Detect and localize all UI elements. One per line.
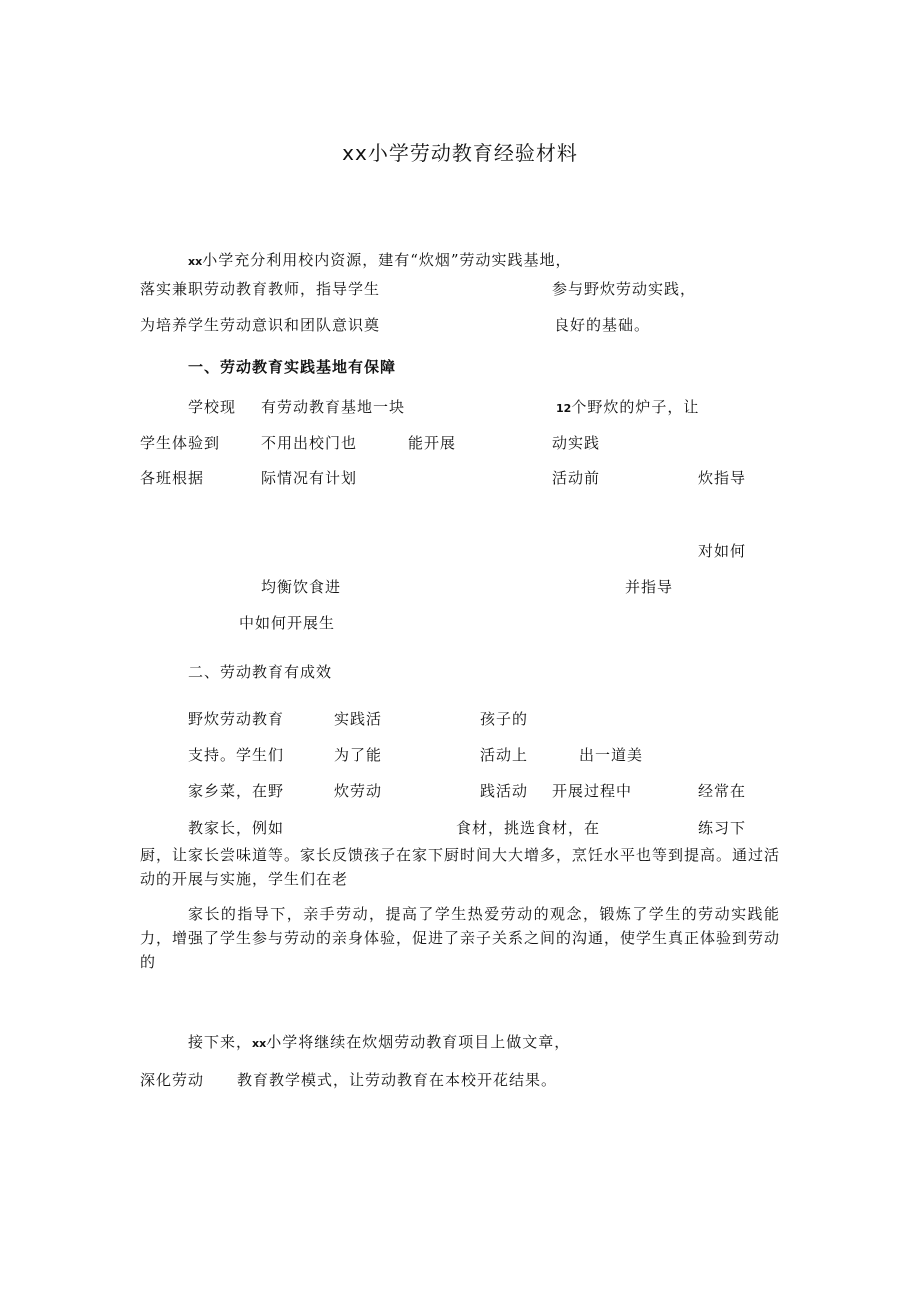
s1-row2-b: 不用出校门也 — [261, 434, 358, 452]
closing-line-1-pre: 接下来， — [188, 1033, 253, 1051]
s1-row1-c-text: 个野炊的炉子，让 — [571, 398, 700, 416]
intro-line-2a: 落实兼职劳动教育教师，指导学生 — [140, 280, 381, 298]
s1-row3-b: 际情况有计划 — [261, 469, 358, 487]
section-2-heading: 二、劳动教育有成效 — [188, 663, 333, 681]
closing-line-2b: 教育教学模式，让劳动教育在本校开花结果。 — [237, 1071, 558, 1089]
s2-row3-a: 家乡菜，在野 — [188, 782, 285, 800]
s2-row2-c: 活动上 — [480, 746, 529, 764]
section-1-heading: 一、劳动教育实践基地有保障 — [188, 358, 397, 376]
s2-paragraph-1: 厨，让家长尝味道等。家长反馈孩子在家下厨时间大大增多，烹饪水平也等到提高。通过活动的开展与实施，学生们在老 — [140, 846, 781, 888]
school-name-placeholder: xx — [188, 255, 203, 268]
s2-row2-b: 为了能 — [334, 746, 383, 764]
s2-row1-a: 野炊劳动教育 — [188, 710, 285, 728]
s1-row4-a: 对如何 — [698, 542, 747, 560]
s2-row4-b: 食材，挑选食材，在 — [456, 819, 601, 837]
s1-row5-a: 均衡饮食进 — [261, 578, 342, 596]
s2-row1-c: 孩子的 — [480, 710, 529, 728]
s1-row1-c — [556, 397, 699, 419]
s2-row3-d: 开展过程中 — [552, 782, 633, 800]
closing-line-1 — [188, 1032, 570, 1054]
closing-school-name-placeholder: xx — [252, 1037, 267, 1050]
s2-paragraph-2: 家长的指导下，亲手劳动，提高了学生热爱劳动的观念，锻炼了学生的劳动实践能力，增强了学生参与劳动的亲身体验，促进了亲子关系之间的沟通，使学生真正体验到劳动的 — [140, 905, 781, 971]
s2-row4-a: 教家长，例如 — [188, 819, 285, 837]
s1-row2-d: 动实践 — [552, 434, 601, 452]
closing-line-2a: 深化劳动 — [140, 1071, 205, 1089]
s2-row3-c: 践活动 — [480, 782, 529, 800]
s2-row1-b: 实践活 — [334, 710, 383, 728]
s1-row3-a: 各班根据 — [140, 469, 205, 487]
s2-row2-a: 支持。学生们 — [188, 746, 285, 764]
intro-line-3b: 良好的基础。 — [554, 316, 651, 334]
s2-row4-c: 练习下 — [698, 819, 747, 837]
intro-line-3a: 为培养学生劳动意识和团队意识奠 — [140, 316, 381, 334]
closing-line-1-text: 小学将继续在炊烟劳动教育项目上做文章， — [266, 1033, 571, 1051]
intro-line-1-text: 小学充分利用校内资源，建有“炊烟”劳动实践基地， — [202, 251, 572, 269]
s1-row1-b: 有劳动教育基地一块 — [261, 398, 406, 416]
s2-row3-b: 炊劳动 — [334, 782, 383, 800]
s1-row1-a: 学校现 — [188, 398, 237, 416]
s2-row3-e: 经常在 — [698, 782, 747, 800]
document-title: xx小学劳动教育经验材料 — [342, 141, 578, 165]
s1-row3-c: 活动前 — [552, 469, 601, 487]
stove-count: 12 — [556, 402, 572, 415]
s1-row2-a: 学生体验到 — [140, 434, 221, 452]
intro-line-1 — [188, 250, 572, 272]
s1-row5-b: 并指导 — [625, 578, 674, 596]
s1-row6-a: 中如何开展生 — [239, 614, 336, 632]
s2-row2-d: 出一道美 — [579, 746, 644, 764]
intro-line-2b: 参与野炊劳动实践， — [552, 280, 697, 298]
s1-row3-d: 炊指导 — [698, 469, 747, 487]
s1-row2-c: 能开展 — [408, 434, 457, 452]
